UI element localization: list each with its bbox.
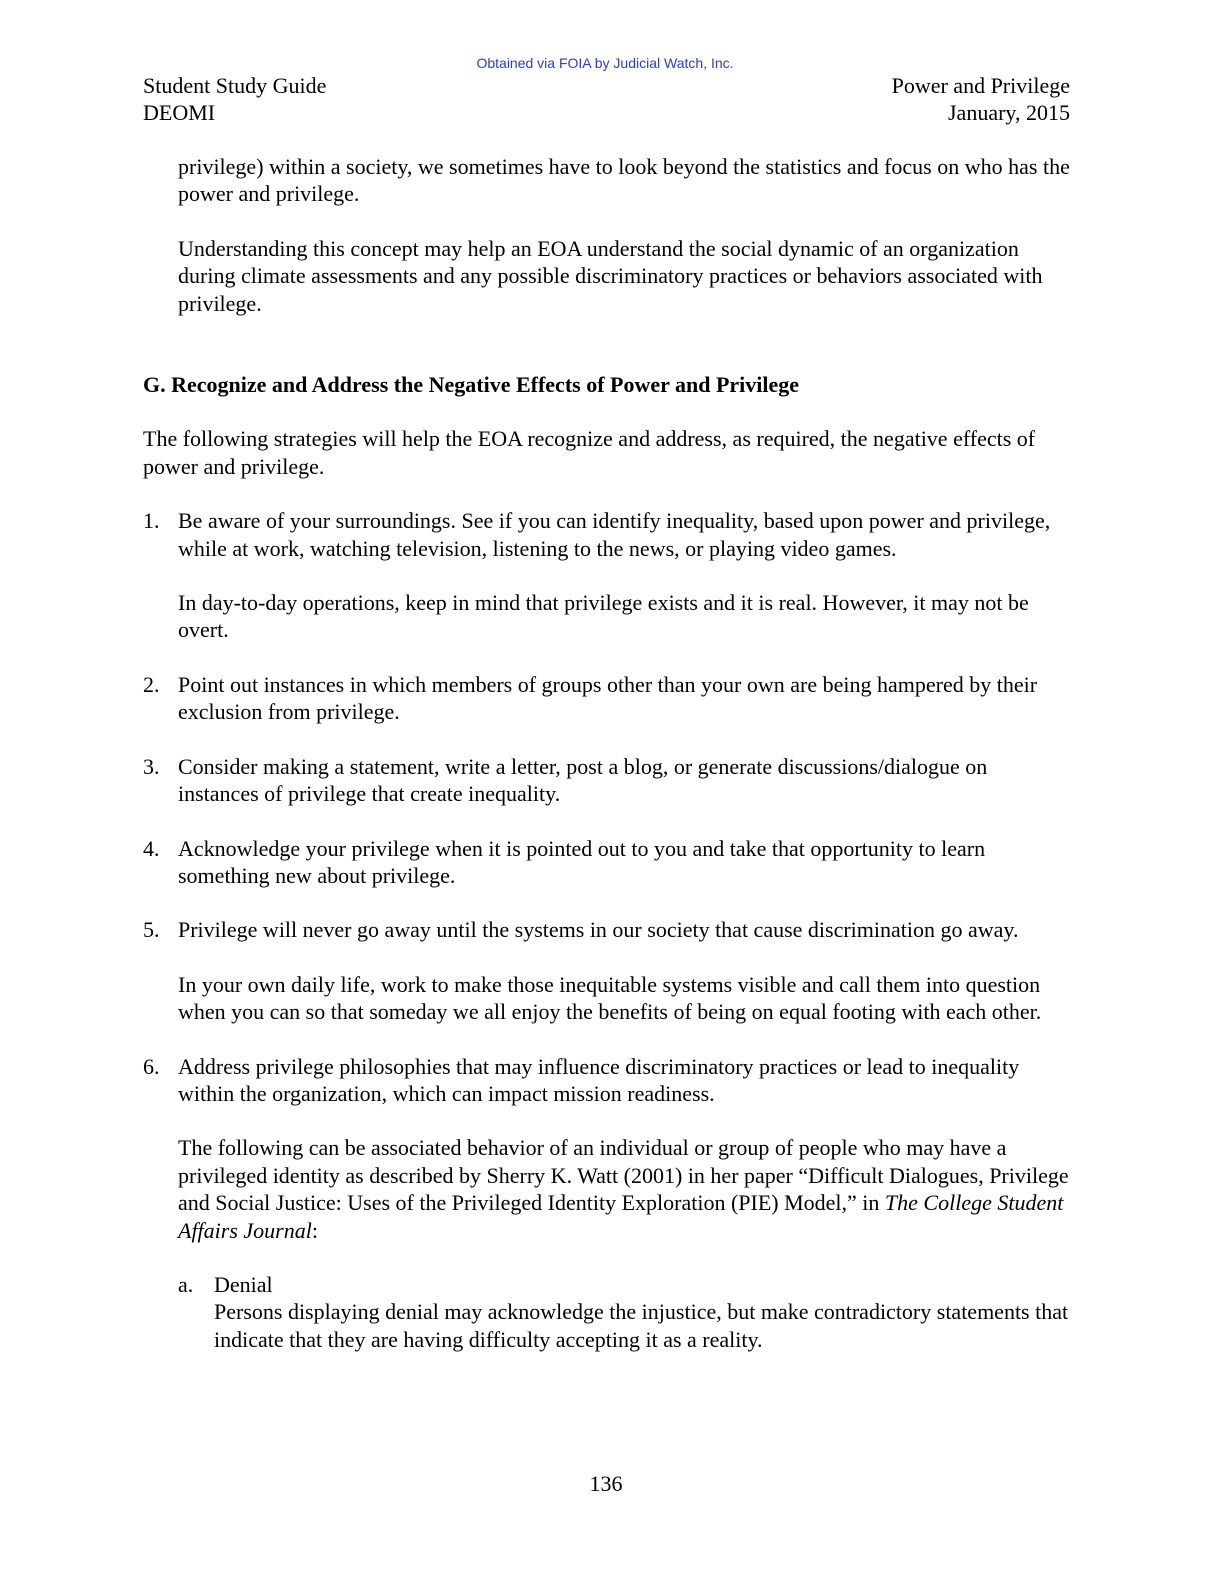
intro-paragraph: The following strategies will help the EOA recognize and address, as required, the negative effects of power and privilege. (143, 426, 1036, 479)
sub-item-title: Denial (214, 1271, 273, 1297)
page-number: 136 (589, 1471, 623, 1496)
list-item-extra: In your own daily life, work to make those inequitable systems visible and call them into question when you can so that someday we all enjoy the benefits of being on equal footing with each other. (178, 971, 1042, 1025)
list-number: 4. (143, 835, 160, 861)
list-number: 3. (143, 753, 160, 779)
understanding-paragraph: Understanding this concept may help an EOA understand the social dynamic of an organization during climate assessments and any possible discriminatory practices or behaviors associated with privilege. (178, 235, 1043, 316)
list-item-2 (143, 671, 1073, 726)
list-item-1 (143, 507, 1073, 644)
sub-item-a (143, 1271, 1073, 1353)
sub-item-letter: a. (178, 1271, 194, 1297)
header-guide-title: Student Study Guide (143, 73, 327, 98)
list-number: 2. (143, 671, 160, 697)
list-number: 6. (143, 1053, 160, 1079)
header-date: January, 2015 (948, 100, 1070, 125)
list-item-5 (143, 916, 1073, 1025)
list-item-text: Consider making a statement, write a letter, post a blog, or generate discussions/dialogue on instances of privilege that create inequality. (178, 753, 988, 807)
list-item-extra: In day-to-day operations, keep in mind that privilege exists and it is real. However, it may not be overt. (178, 590, 1029, 643)
list-item-6 (143, 1053, 1073, 1244)
sub-item-text: Persons displaying denial may acknowledge the injustice, but make contradictory statements that indicate that they are having difficulty accepting it as a reality. (214, 1299, 1069, 1352)
list-item-text: Acknowledge your privilege when it is pointed out to you and take that opportunity to learn something new about privilege. (178, 835, 986, 888)
section-heading: G. Recognize and Address the Negative Effects of Power and Privilege (143, 372, 800, 398)
list-item-3 (143, 753, 1073, 808)
foia-watermark: Obtained via FOIA by Judicial Watch, Inc. (476, 55, 734, 71)
header-left (143, 72, 326, 126)
header-topic: Power and Privilege (891, 73, 1070, 98)
list-item-text: Privilege will never go away until the systems in our society that cause discrimination go away. (178, 917, 1019, 943)
list-item-extra (178, 1134, 1073, 1244)
page-header (143, 72, 1070, 126)
extra-suffix: : (311, 1217, 318, 1243)
list-item-text: Be aware of your surroundings. See if you can identify inequality, based upon power and privilege, while at work, watching television, listening to the news, or playing video games. (178, 508, 1051, 561)
list-item-text: Address privilege philosophies that may influence discriminatory practices or lead to inequality within the organization, which can impact mission readiness. (178, 1053, 1020, 1106)
list-item-text: Point out instances in which members of groups other than your own are being hampered by their exclusion from privilege. (178, 671, 1038, 725)
header-organization: DEOMI (143, 100, 216, 125)
list-number: 5. (143, 917, 160, 943)
header-right (892, 72, 1070, 126)
continuation-paragraph: privilege) within a society, we sometimes have to look beyond the statistics and focus on who has the power and privilege. (178, 154, 1070, 207)
extra-text: The following can be associated behavior of an individual or group of people who may have a privileged identity as described by Sherry K. Watt (2001) in her paper “Difficult Dialogues, Privilege and Social Justice: Uses of the Privileged Identity Exploration (PIE) Model,” in (178, 1135, 1069, 1216)
page-body (143, 153, 1073, 1353)
list-number: 1. (143, 508, 160, 534)
list-item-4 (143, 835, 1073, 890)
journal-title: The College Student Affairs Journal (178, 1190, 1064, 1243)
